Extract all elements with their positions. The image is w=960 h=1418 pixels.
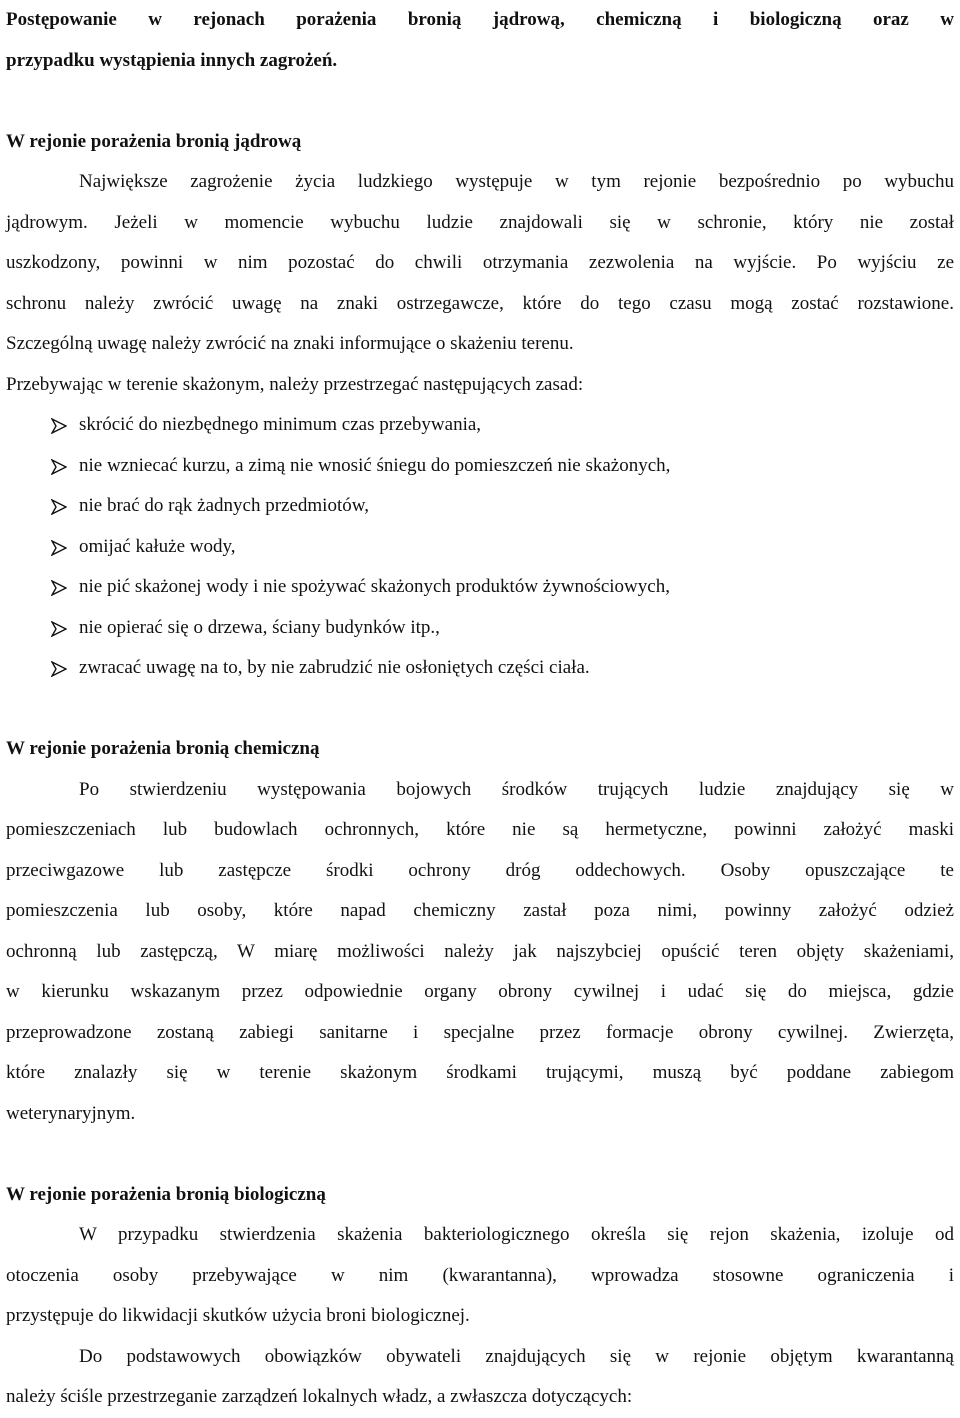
nuclear-paragraph-line: jądrowym. Jeżeli w momencie wybuchu ludzie znajdowali się w schronie, który nie został — [6, 211, 954, 233]
rules-intro: Przebywając w terenie skażonym, należy przestrzegać następujących zasad: — [6, 373, 584, 395]
nuclear-section-heading: W rejonie porażenia bronią jądrową — [6, 130, 302, 152]
list-item-text: nie opierać się o drzewa, ściany budynków itp., — [79, 616, 440, 638]
arrowhead-bullet-icon — [51, 499, 67, 515]
list-item — [6, 527, 954, 568]
biological-paragraph-line: otoczenia osoby przebywające w nim (kwarantanna), wprowadza stosowne ograniczenia i — [6, 1264, 954, 1286]
biological-paragraph-line: przystępuje do likwidacji skutków użycia broni biologicznej. — [6, 1305, 470, 1326]
list-item — [6, 567, 954, 608]
list-item — [6, 446, 954, 487]
list-item — [6, 648, 954, 689]
chemical-paragraph-line: które znalazły się w terenie skażonym środkami trującymi, muszą być poddane zabiegom — [6, 1062, 954, 1083]
list-item-text: nie pić skażonej wody i nie spożywać skażonych produktów żywnościowych, — [79, 576, 670, 597]
chemical-paragraph-line: Po stwierdzeniu występowania bojowych środków trujących ludzie znajdujący się w — [79, 778, 954, 800]
spacer — [6, 689, 954, 730]
spacer — [6, 1134, 954, 1175]
chemical-paragraph-line: pomieszczenia lub osoby, które napad chemiczny zastał poza nimi, powinny założyć odzież — [6, 900, 954, 921]
chemical-paragraph-line: przeciwgazowe lub zastępcze środki ochrony dróg oddechowych. Osoby opuszczające te — [6, 859, 954, 881]
nuclear-paragraph-line: uszkodzony, powinni w nim pozostać do chwili otrzymania zezwolenia na wyjście. Po wyjściu ze — [6, 252, 954, 273]
arrowhead-bullet-icon — [51, 540, 67, 556]
list-item — [6, 405, 954, 446]
chemical-paragraph-line: weterynaryjnym. — [6, 1102, 136, 1124]
chemical-paragraph-line: ochronną lub zastępczą, W miarę możliwości należy jak najszybciej opuścić teren objęty skażeniami, — [6, 940, 954, 962]
biological-paragraph-line: Do podstawowych obowiązków obywateli znajdujących się w rejonie objętym kwarantanną — [79, 1345, 954, 1367]
arrowhead-bullet-icon — [51, 621, 67, 637]
arrowhead-bullet-icon — [51, 661, 67, 677]
chemical-paragraph-line: przeprowadzone zostaną zabiegi sanitarne i specjalne przez formacje obrony cywilnej. Zwierzęta, — [6, 1021, 954, 1043]
biological-section-heading: W rejonie porażenia bronią biologiczną — [6, 1183, 326, 1205]
chemical-section-heading: W rejonie porażenia bronią chemiczną — [6, 738, 320, 759]
list-item-text: nie wzniecać kurzu, a zimą nie wnosić śniegu do pomieszczeń nie skażonych, — [79, 454, 671, 476]
list-item-text: zwracać uwagę na to, by nie zabrudzić nie osłoniętych części ciała. — [79, 657, 590, 678]
list-item-text: skrócić do niezbędnego minimum czas przebywania, — [79, 414, 482, 435]
list-item-text: nie brać do rąk żadnych przedmiotów, — [79, 495, 369, 516]
arrowhead-bullet-icon — [51, 418, 67, 434]
rules-list — [6, 405, 954, 689]
list-item — [6, 486, 954, 527]
nuclear-paragraph-line: schronu należy zwrócić uwagę na znaki ostrzegawcze, które do tego czasu mogą zostać rozstawione. — [6, 292, 954, 314]
chemical-paragraph-line: w kierunku wskazanym przez odpowiednie organy obrony cywilnej i udać się do miejsca, gdzie — [6, 981, 954, 1002]
arrowhead-bullet-icon — [51, 580, 67, 596]
chemical-paragraph-line: pomieszczeniach lub budowlach ochronnych, które nie są hermetyczne, powinni założyć maski — [6, 819, 954, 840]
document-page — [6, 0, 954, 1418]
list-item — [6, 608, 954, 649]
document-title-line-1: Postępowanie w rejonach porażenia bronią jądrową, chemiczną i biologiczną oraz w — [6, 9, 954, 30]
document-title-line-2: przypadku wystąpienia innych zagrożeń. — [6, 49, 338, 71]
list-item-text: omijać kałuże wody, — [79, 535, 236, 557]
spacer — [6, 81, 954, 122]
biological-paragraph-line: należy ściśle przestrzeganie zarządzeń lokalnych władz, a zwłaszcza dotyczących: — [6, 1386, 633, 1407]
biological-paragraph-line: W przypadku stwierdzenia skażenia bakteriologicznego określa się rejon skażenia, izoluje od — [79, 1224, 954, 1245]
nuclear-paragraph-line: Największe zagrożenie życia ludzkiego występuje w tym rejonie bezpośrednio po wybuchu — [79, 171, 954, 192]
nuclear-paragraph-line: Szczególną uwagę należy zwrócić na znaki informujące o skażeniu terenu. — [6, 333, 574, 354]
arrowhead-bullet-icon — [51, 459, 67, 475]
